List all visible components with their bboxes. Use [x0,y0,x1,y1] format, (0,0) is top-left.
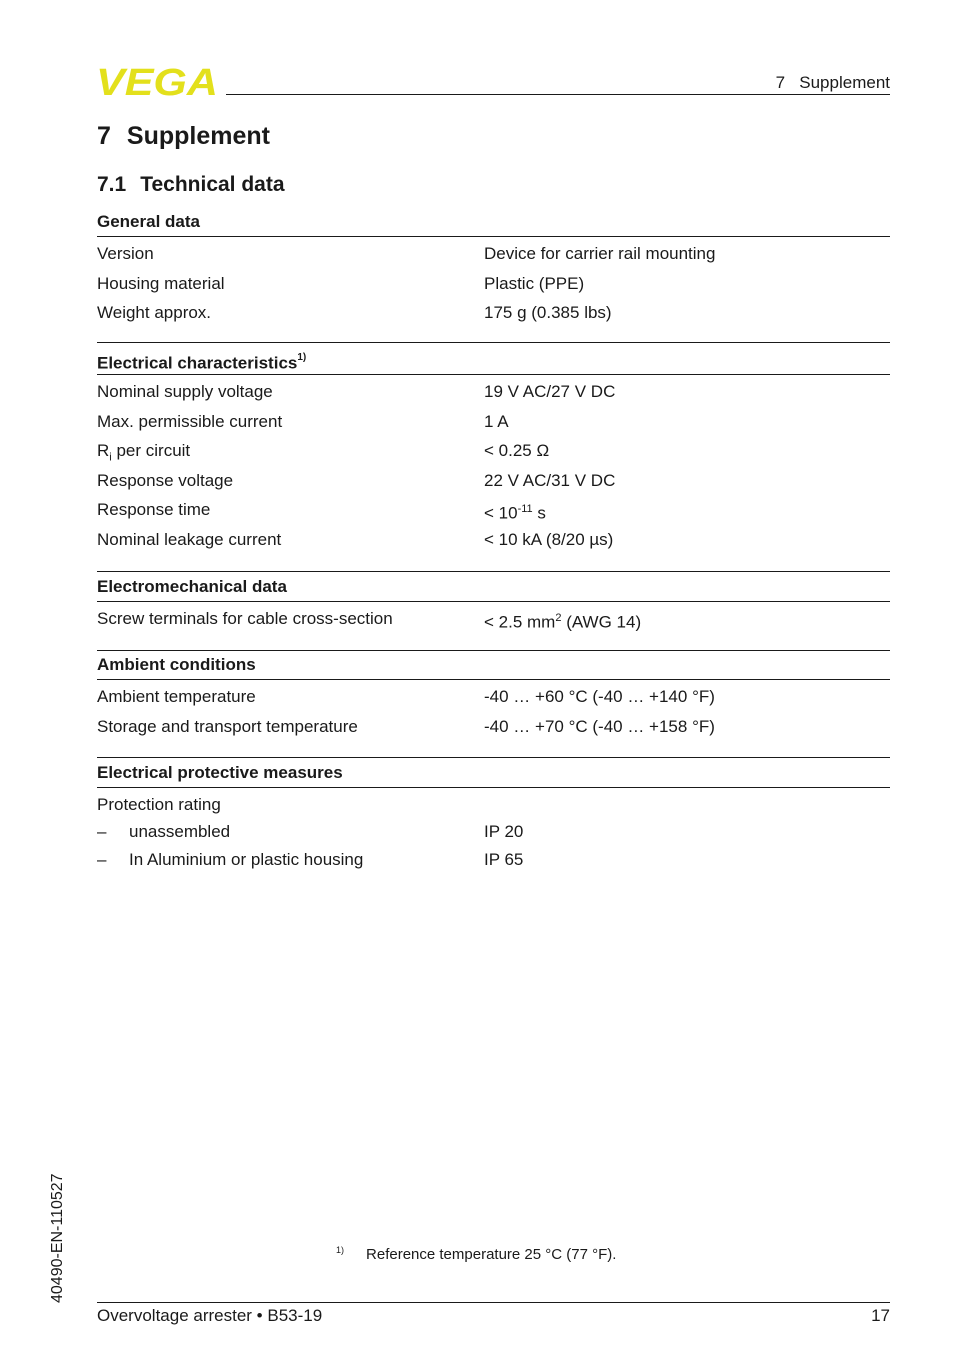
table-row [97,239,890,269]
table-row [97,495,890,525]
value-main: < 10 [484,504,518,524]
row-label: Ambient temperature [97,687,256,706]
protective-rows [97,788,890,874]
protective-section [97,759,890,874]
table-row [97,712,890,742]
row-value: -40 … +60 °C (-40 … +140 °F) [484,687,715,706]
chapter-title: Supplement [126,122,270,150]
value-superscript: 2 [555,612,562,624]
row-value: 22 V AC/31 V DC [484,470,616,490]
row-value: Device for carrier rail mounting [484,244,716,263]
footnote [336,1246,616,1263]
general-data-section [97,208,890,343]
protection-rating-label: Protection rating [97,795,221,814]
electrical-section [97,346,890,572]
footnote-text: Reference temperature 25 °C (77 °F). [366,1246,617,1263]
row-label: Version [97,244,154,263]
header-section-label: 7 Supplement [775,73,890,92]
row-label: Nominal supply voltage [97,382,273,401]
subchapter-title: Technical data [140,173,285,196]
row-label: Response voltage [97,470,234,490]
row-value: 19 V AC/27 V DC [484,382,616,401]
electrical-rows [97,375,890,572]
row-value: IP 65 [484,850,524,869]
row-label: Screw terminals for cable cross-section [97,609,393,628]
section-title: Electrical protective measures [97,759,890,788]
section-title-text: Electrical characteristics [97,353,298,373]
table-row [97,377,890,407]
row-value [484,495,546,528]
list-dash: – [97,850,107,869]
document-number: 40490-EN-110527 [49,1173,66,1303]
chapter-heading [97,122,270,151]
row-value: IP 20 [484,822,524,841]
section-title: Ambient conditions [97,651,890,680]
table-row [97,818,890,846]
section-title: General data [97,208,890,237]
row-label: Response time [97,500,211,520]
logo-text: VEGA [96,64,218,98]
row-value: < 10 kA (8/20 µs) [484,529,614,549]
row-label: Weight approx. [97,303,212,323]
page-number: 17 [871,1306,890,1325]
row-label: Storage and transport temperature [97,716,358,736]
table-row [97,436,890,466]
table-row [97,604,890,634]
subchapter-heading [97,173,285,197]
table-row [97,846,890,874]
footnote-mark: 1) [336,1245,345,1255]
subchapter-number: 7.1 [97,173,127,196]
row-label: Max. permissible current [97,411,283,431]
electromechanical-rows [97,602,890,651]
table-row [97,298,890,328]
general-data-rows [97,237,890,343]
row-label: unassembled [129,822,231,841]
row-value: -40 … +70 °C (-40 … +158 °F) [484,716,715,736]
list-dash: – [97,822,107,841]
vega-logo [96,64,220,98]
row-value: 1 A [484,411,509,431]
row-value: < 0.25 Ω [484,441,550,461]
value-rest: s [532,504,546,524]
value-main: < 2.5 mm [484,612,556,632]
row-value [484,604,641,637]
value-superscript: -11 [517,503,533,516]
ambient-rows [97,680,890,758]
table-row [97,466,890,496]
value-rest: (AWG 14) [561,612,642,632]
section-title: Electromechanical data [97,573,890,602]
row-label: Nominal leakage current [97,529,282,549]
label-rest: per circuit [111,441,191,461]
row-value: Plastic (PPE) [484,273,585,293]
footnote-ref: 1) [297,352,307,363]
section-title [97,346,890,375]
chapter-number: 7 [97,122,111,150]
footer-rule [97,1302,890,1303]
row-value: 175 g (0.385 lbs) [484,303,612,323]
table-row [97,682,890,712]
header-rule [226,94,890,95]
footer-title: Overvoltage arrester • B53-19 [97,1306,323,1325]
table-row [97,407,890,437]
table-row [97,269,890,299]
table-row [97,525,890,555]
electromechanical-section [97,573,890,651]
label-subscript: i [109,451,112,464]
row-label: In Aluminium or plastic housing [129,850,364,869]
row-label: Housing material [97,273,225,293]
label-main: R [97,441,110,461]
ambient-section [97,651,890,758]
